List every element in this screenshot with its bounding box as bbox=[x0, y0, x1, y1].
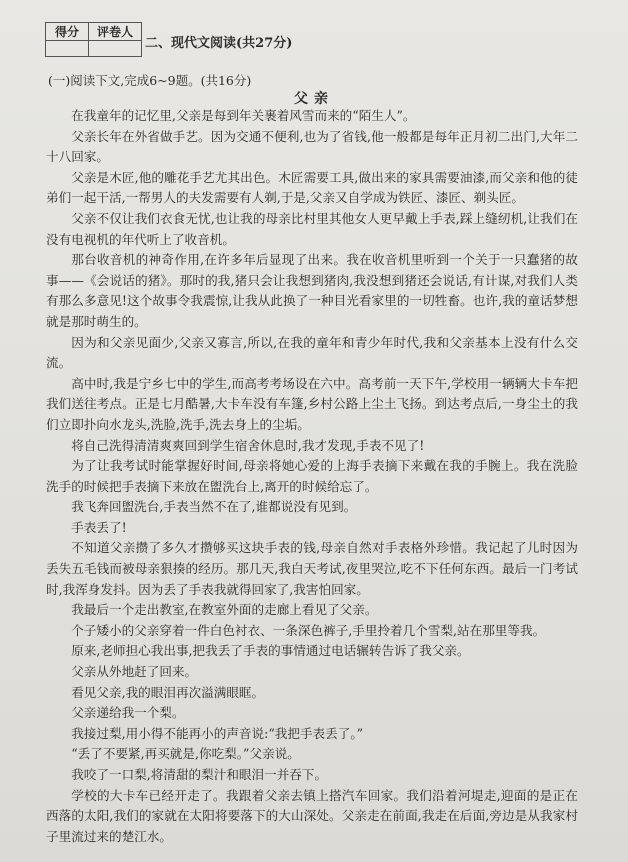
essay-paragraph: 看见父亲,我的眼泪再次溢满眼眶。 bbox=[71, 684, 265, 700]
essay-body bbox=[46, 106, 578, 847]
essay-paragraph: 在我童年的记忆里,父亲是每到年关裹着风雪而来的“陌生人”。 bbox=[71, 108, 416, 123]
essay-paragraph: 原来,老师担心我出事,把我丢了手表的事情通过电话辗转告诉了我父亲。 bbox=[71, 643, 470, 659]
part-instruction: (一)阅读下文,完成6~9题。(共16分) bbox=[48, 73, 252, 88]
essay-paragraph: “丢了不要紧,再买就是,你吃梨。”父亲说。 bbox=[71, 746, 300, 762]
essay-paragraph: 我飞奔回盥洗台,手表当然不在了,谁都说没有见到。 bbox=[71, 499, 357, 515]
score-box bbox=[45, 22, 142, 57]
essay-paragraph: 高中时,我是宁乡七中的学生,而高考考场设在六中。高考前一天下午,学校用一辆辆大卡车把我们送往考点。正是七月酷暑,大卡车没有车篷,乡村公路上尘土飞扬。到达考点后,一身尘土的我们立即扑向水龙头,洗脸,洗手,洗去身上的尘垢。 bbox=[46, 375, 578, 432]
essay-paragraph: 我咬了一口梨,将清甜的梨汁和眼泪一并吞下。 bbox=[71, 767, 328, 782]
section-title: 二、现代文阅读(共27分) bbox=[145, 36, 293, 51]
essay-paragraph: 不知道父亲攒了多久才攒够买这块手表的钱,母亲自然对手表格外珍惜。我记起了儿时因为丢失五毛钱而被母亲狠揍的经历。那几天,我白天考试,夜里哭泣,吃不下任何东西。最后一门考试时,我浑身发抖。因为丢了手表我就得回家了,我害怕回家。 bbox=[46, 540, 578, 597]
essay-paragraph: 手表丢了! bbox=[71, 519, 127, 535]
essay-paragraph: 我接过梨,用小得不能再小的声音说:“我把手表丢了。” bbox=[71, 725, 364, 741]
essay-paragraph: 个子矮小的父亲穿着一件白色衬衣、一条深色裤子,手里拎着几个雪梨,站在那里等我。 bbox=[71, 622, 546, 638]
essay-paragraph: 那台收音机的神奇作用,在许多年后显现了出来。我在收音机里听到一个关于一只蠢猪的故事——《会说话的猪》。那时的我,猪只会让我想到猪肉,我没想到猪还会说话,有计谋,对我们人类有那么多意见!这个故事令我震惊,让我从此换了一种目光看家里的一切牲畜。也许,我的童话梦想就是那时萌生的。 bbox=[46, 252, 578, 329]
score-label: 得分 bbox=[46, 23, 89, 41]
essay-paragraph: 父亲长年在外省做手艺。因为交通不便利,也为了省钱,他一般都是每年正月初二出门,大年二十八回家。 bbox=[46, 128, 578, 165]
essay-paragraph: 为了让我考试时能掌握好时间,母亲将她心爱的上海手表摘下来戴在我的手腕上。我在洗脸洗手的时候把手表摘下来放在盥洗台上,离开的时候给忘了。 bbox=[46, 458, 578, 494]
score-cell bbox=[46, 41, 89, 57]
essay-title: 父亲 bbox=[294, 91, 334, 107]
grader-cell bbox=[89, 41, 142, 57]
essay-paragraph: 父亲是木匠,他的雕花手艺尤其出色。木匠需要工具,做出来的家具需要油漆,而父亲和他的徒弟们一起干活,一帮男人的夫发需要有人剃,于是,父亲又自学成为铁匠、漆匠、剃头匠。 bbox=[46, 169, 578, 206]
essay-paragraph: 父亲不仅让我们衣食无忧,也让我的母亲比村里其他女人更早戴上手表,踩上缝纫机,让我们在没有电视机的年代听上了收音机。 bbox=[46, 210, 578, 247]
essay-paragraph: 父亲从外地赶了回来。 bbox=[71, 664, 198, 680]
essay-paragraph: 学校的大卡车已经开走了。我跟着父亲去镇上搭汽车回家。我们沿着河堤走,迎面的是正在西落的太阳,我们的家就在太阳将要落下的大山深处。父亲走在前面,我走在后面,旁边是从我家村子里流过来的楚江水。 bbox=[46, 787, 578, 844]
essay-paragraph: 因为和父亲见面少,父亲又寡言,所以,在我的童年和青少年时代,我和父亲基本上没有什么交流。 bbox=[46, 334, 578, 371]
grader-label: 评卷人 bbox=[89, 23, 142, 41]
essay-paragraph: 父亲递给我一个梨。 bbox=[71, 705, 185, 721]
essay-paragraph: 将自己洗得清清爽爽回到学生宿舍休息时,我才发现,手表不见了! bbox=[71, 437, 425, 453]
essay-paragraph: 我最后一个走出教室,在教室外面的走廊上看见了父亲。 bbox=[71, 602, 378, 618]
